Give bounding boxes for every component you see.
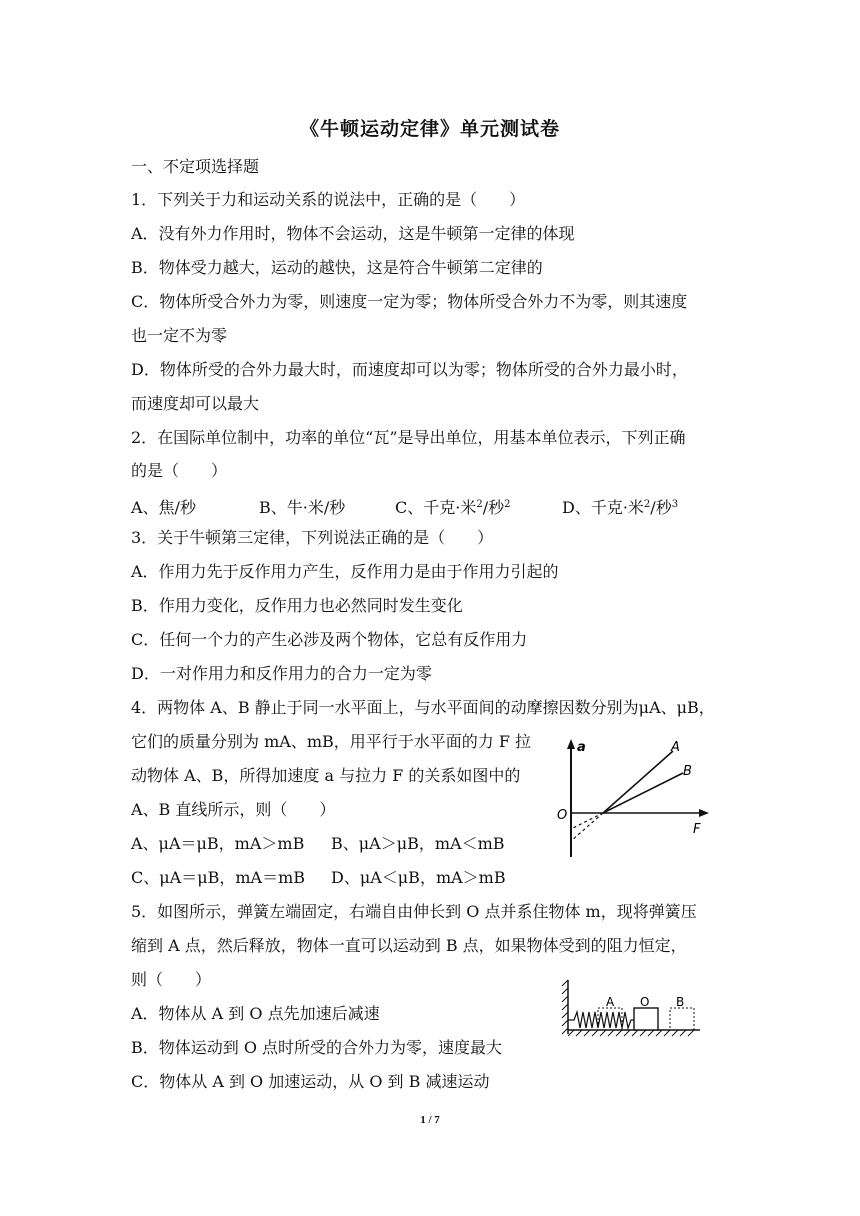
section-heading: 一、不定项选择题 xyxy=(131,157,260,176)
q4-stem-line4: A、B 直线所示，则（ ） xyxy=(131,800,336,819)
q4-options-row1 xyxy=(131,834,505,854)
page-number: 1 / 7 xyxy=(420,1114,440,1126)
q5-option-c: C．物体从 A 到 O 加速运动，从 O 到 B 减速运动 xyxy=(131,1072,490,1091)
q4-graph-line-b-label: B xyxy=(683,764,692,779)
q1-option-b: B．物体受力越大，运动的越快，这是符合牛顿第二定律的 xyxy=(131,258,543,277)
q5-stem-line1: 5．如图所示，弹簧左端固定，右端自由伸长到 O 点并系住物体 m，现将弹簧压 xyxy=(131,902,697,921)
q5-option-a: A．物体从 A 到 O 点先加速后减速 xyxy=(131,1004,380,1023)
page-title: 《牛顿运动定律》单元测试卷 xyxy=(299,118,560,140)
q5-label-a: A xyxy=(606,995,615,1009)
q4-graph-y-label: a xyxy=(577,740,586,755)
q4-graph-line-a-label: A xyxy=(671,740,680,755)
q5-spring-figure xyxy=(560,974,706,1040)
q5-label-o: O xyxy=(640,995,650,1009)
q5-block-m xyxy=(634,1008,658,1030)
q5-spring xyxy=(568,1012,634,1028)
q2-option-c: C、千克·米$^2$/秒$^2$ xyxy=(395,498,511,518)
q1-option-a: A．没有外力作用时，物体不会运动，这是牛顿第一定律的体现 xyxy=(131,224,575,243)
q4-option-d: D、μA＜μB，mA＞mB xyxy=(331,868,506,887)
q4-graph-x-label: F xyxy=(693,822,701,837)
q2-option-b: B、牛·米/秒 xyxy=(259,498,346,518)
q4-stem-line3: 动物体 A、B，所得加速度 a 与拉力 F 的关系如图中的 xyxy=(131,766,521,785)
q4-graph-line-b xyxy=(603,773,683,813)
q2-option-d: D、千克·米$^2$/秒$^3$ xyxy=(562,498,679,518)
q1-stem: 1．下列关于力和运动关系的说法中，正确的是（ ） xyxy=(131,190,526,209)
q3-option-b: B．作用力变化，反作用力也必然同时发生变化 xyxy=(131,596,463,615)
q4-graph-line-a xyxy=(603,751,673,813)
q5-stem-line3: 则（ ） xyxy=(131,970,212,989)
q2-options xyxy=(131,495,678,518)
q5-label-b: B xyxy=(676,995,685,1009)
q5-wall-hatching xyxy=(562,980,568,1034)
q2-option-a: A、焦/秒 xyxy=(131,498,196,518)
q4-option-c: C、μA＝μB，mA＝mB xyxy=(131,868,306,887)
q4-options-row2 xyxy=(131,868,506,888)
q5-block-position-b xyxy=(670,1008,694,1030)
q5-stem-line2: 缩到 A 点，然后释放，物体一直可以运动到 B 点，如果物体受到的阻力恒定， xyxy=(131,936,687,955)
q2-stem-line2: 的是（ ） xyxy=(131,461,228,480)
q4-option-a: A、μA＝μB，mA＞mB xyxy=(131,834,305,853)
q3-option-d: D．一对作用力和反作用力的合力一定为零 xyxy=(131,664,432,683)
q4-option-b: B、μA＞μB，mA＜mB xyxy=(331,834,505,853)
q4-graph xyxy=(553,737,713,861)
q5-option-b: B．物体运动到 O 点时所受的合外力为零，速度最大 xyxy=(131,1038,503,1057)
q3-stem: 3．关于牛顿第三定律，下列说法正确的是（ ） xyxy=(131,528,494,547)
q4-stem-line1: 4．两物体 A、B 静止于同一水平面上，与水平面间的动摩擦因数分别为μA、μB， xyxy=(131,698,715,717)
q5-floor-hatching xyxy=(568,1030,694,1036)
q4-stem-line2: 它们的质量分别为 mA、mB，用平行于水平面的力 F 拉 xyxy=(131,732,532,751)
q3-option-c: C．任何一个力的产生必涉及两个物体，它总有反作用力 xyxy=(131,630,528,649)
q1-option-c-line2: 也一定不为零 xyxy=(131,326,228,345)
q3-option-a: A．作用力先于反作用力产生，反作用力是由于作用力引起的 xyxy=(131,562,559,581)
q4-graph-x-arrow-icon xyxy=(699,809,709,817)
q1-option-c-line1: C．物体所受合外力为零，则速度一定为零；物体所受合外力不为零，则其速度 xyxy=(131,292,688,311)
q1-option-d-line1: D．物体所受的合外力最大时，而速度却可以为零；物体所受的合外力最小时， xyxy=(131,360,688,379)
q2-stem-line1: 2．在国际单位制中，功率的单位“瓦”是导出单位，用基本单位表示，下列正确 xyxy=(131,428,686,447)
q4-graph-y-arrow-icon xyxy=(567,739,575,749)
q1-option-d-line2: 而速度却可以最大 xyxy=(131,394,260,413)
q4-graph-origin-label: O xyxy=(557,808,568,823)
